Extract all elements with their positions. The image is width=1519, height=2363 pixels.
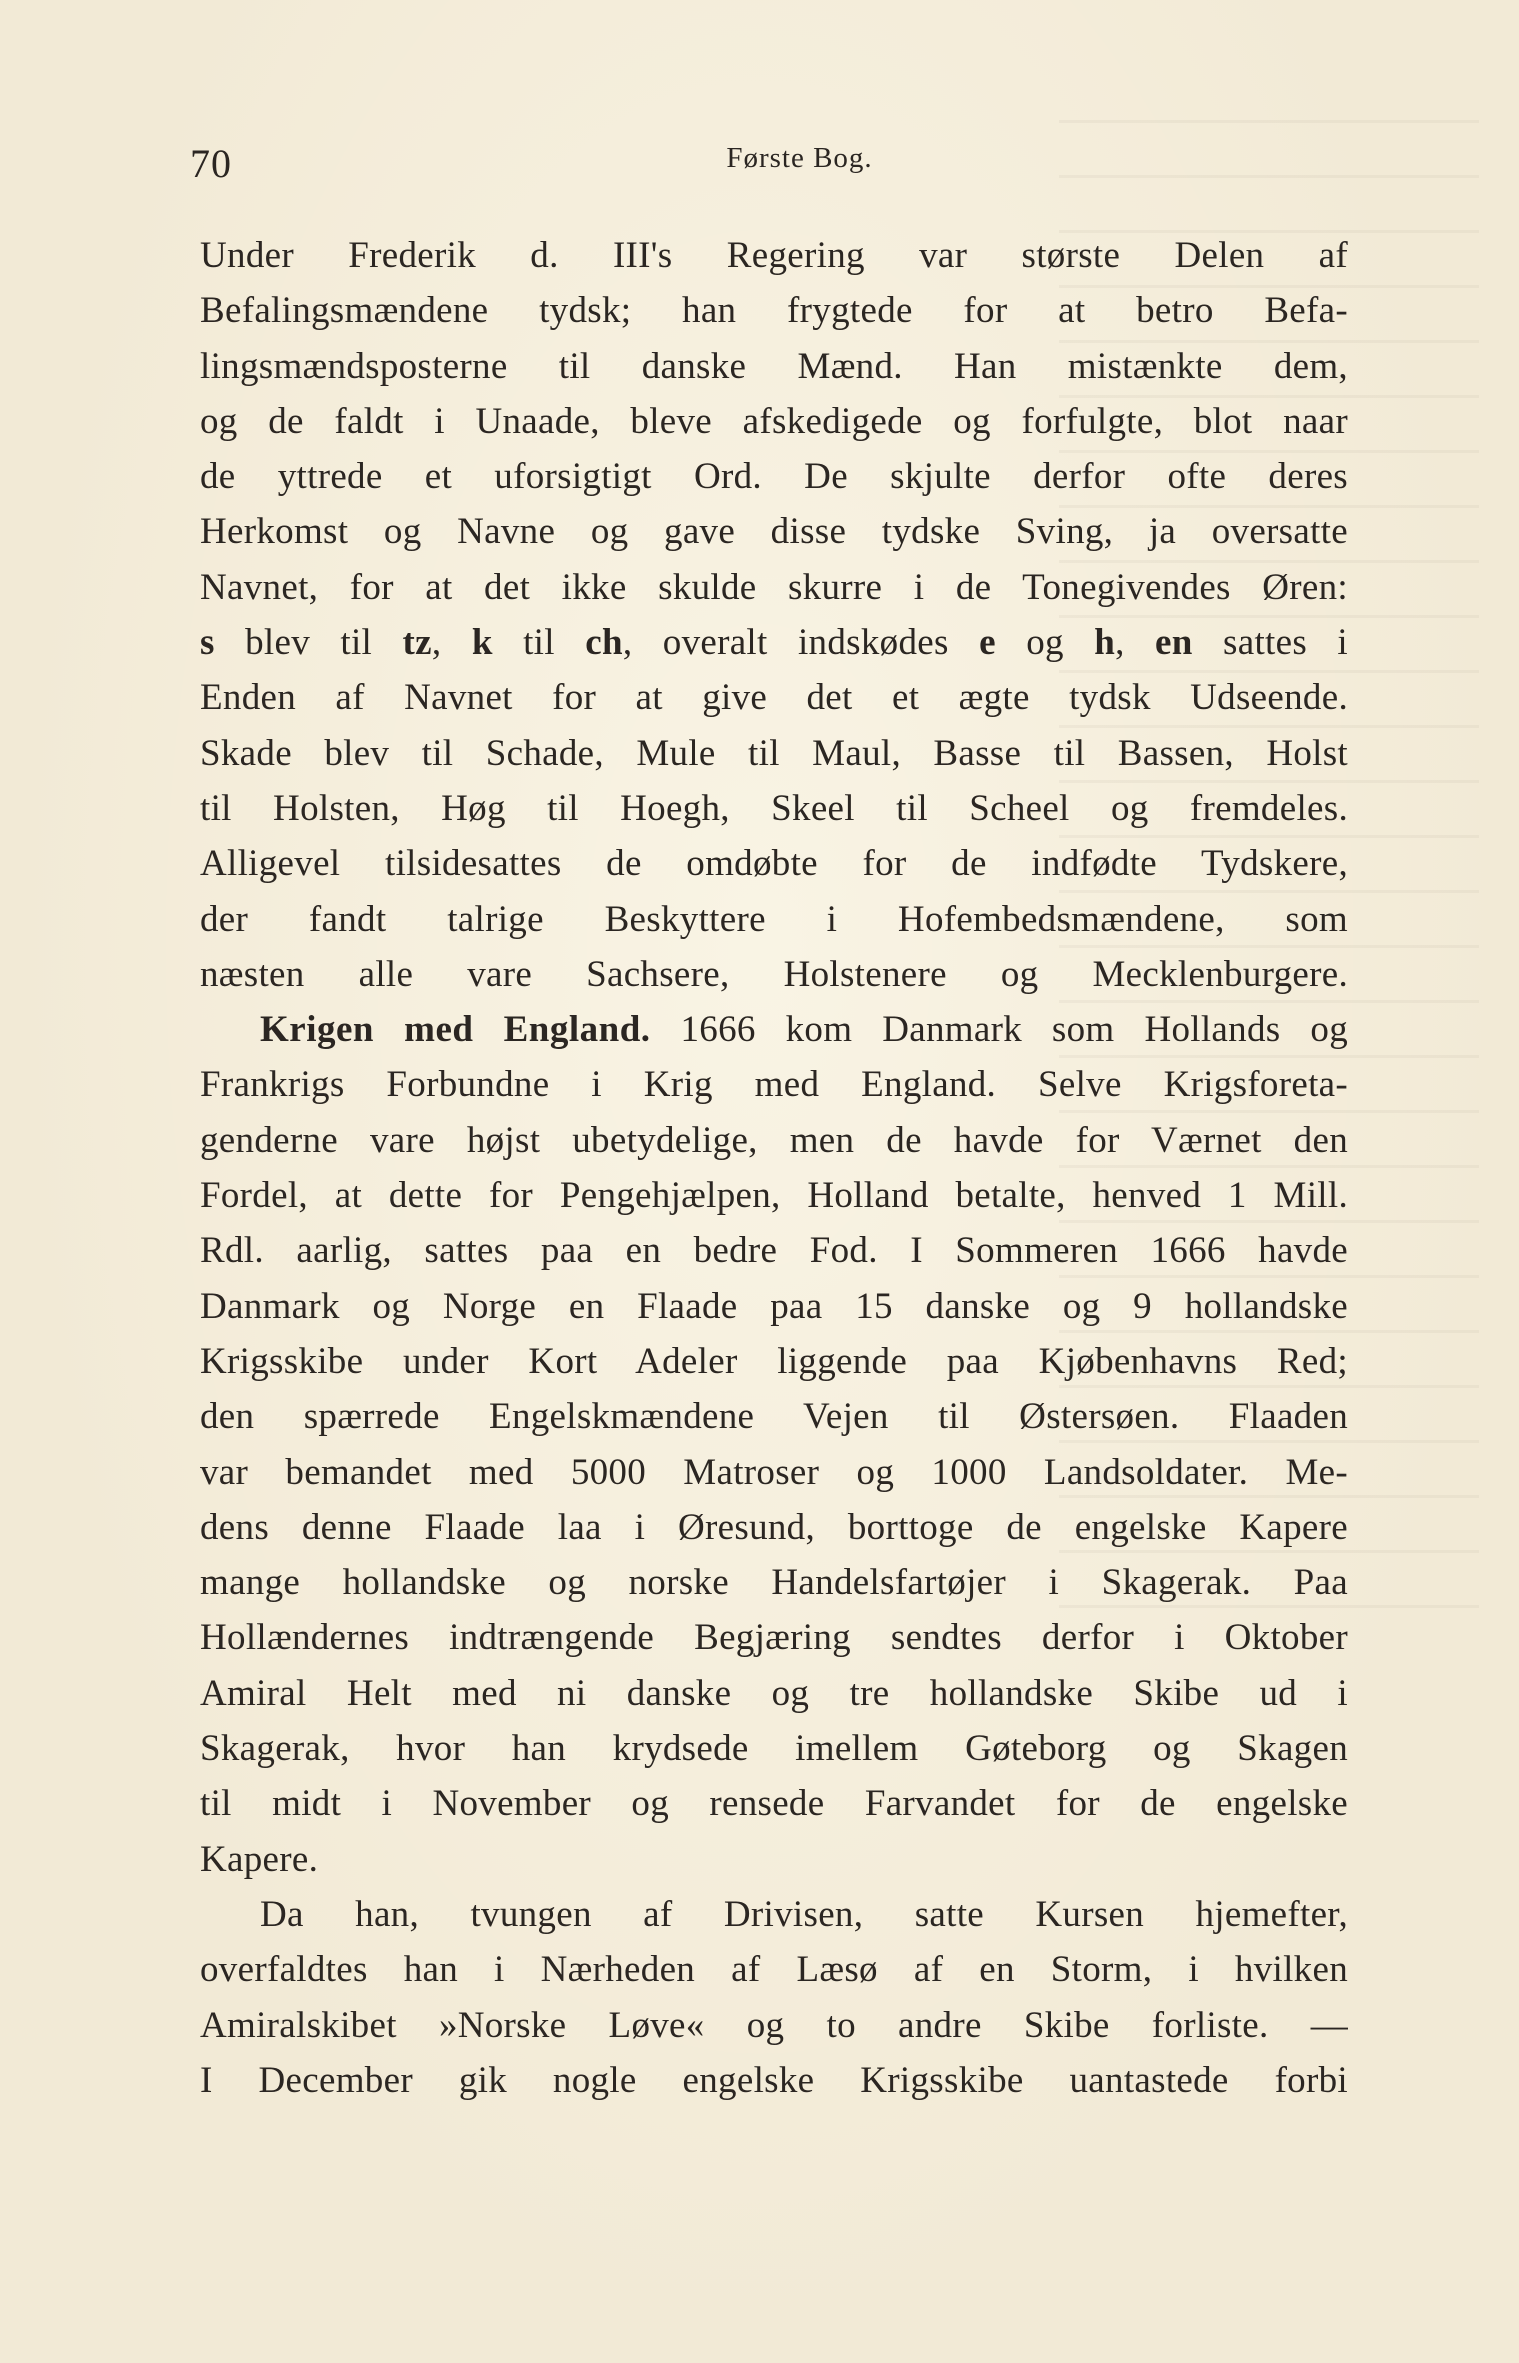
text-fragment: ,	[1115, 622, 1156, 664]
running-title: Første Bog.	[726, 142, 873, 174]
text-line: der fandt talrige Beskyttere i Hofembedsmændene, som	[200, 898, 1348, 940]
body-text	[200, 228, 1348, 2108]
text-line: Befalingsmændene tydsk; han frygtede for at betro Befa-	[200, 290, 1348, 332]
text-line: Kapere.	[200, 1838, 319, 1880]
text-line: Amiral Helt med ni danske og tre hollandske Skibe ud i	[200, 1672, 1348, 1714]
text-line: Da han, tvungen af Drivisen, satte Kursen hjemefter,	[260, 1893, 1348, 1935]
text-fragment: blev til	[214, 622, 403, 664]
text-line: Danmark og Norge en Flaade paa 15 danske og 9 hollandske	[200, 1285, 1348, 1327]
text-line: Rdl. aarlig, sattes paa en bedre Fod. I Sommeren 1666 havde	[200, 1230, 1348, 1272]
text-line: Enden af Navnet for at give det et ægte tydsk Udseende.	[200, 677, 1348, 719]
text-line: var bemandet med 5000 Matroser og 1000 Landsoldater. Me-	[200, 1451, 1348, 1493]
text-fragment: til	[492, 622, 586, 664]
text-line: Herkomst og Navne og gave disse tydske Sving, ja oversatte	[200, 511, 1348, 553]
text-line-mixed	[200, 615, 1348, 670]
text-fragment: , overalt indskødes	[622, 622, 980, 664]
text-line: Skade blev til Schade, Mule til Maul, Basse til Bassen, Holst	[200, 732, 1348, 774]
text-line: overfaldtes han i Nærheden af Læsø af en Storm, i hvilken	[200, 1949, 1348, 1991]
text-line: genderne vare højst ubetydelige, men de havde for Værnet den	[200, 1119, 1348, 1161]
text-fragment: ,	[431, 622, 472, 664]
section-heading: Krigen med England.	[260, 1009, 651, 1051]
text-line: Alligevel tilsidesattes de omdøbte for de indfødte Tydskere,	[200, 843, 1348, 885]
text-line: Navnet, for at det ikke skulde skurre i de Tonegivendes Øren:	[200, 566, 1348, 608]
page-number: 70	[190, 141, 232, 186]
text-fragment: sattes i	[1192, 622, 1349, 664]
bold-letter: s	[200, 622, 215, 664]
text-fragment: og	[995, 622, 1095, 664]
section-heading-line	[200, 1002, 1348, 1057]
text-line: dens denne Flaade laa i Øresund, borttoge de engelske Kapere	[200, 1506, 1348, 1548]
bold-letter: k	[471, 622, 493, 664]
text-line: til Holsten, Høg til Hoegh, Skeel til Scheel og fremdeles.	[200, 787, 1348, 829]
bold-letter: en	[1155, 622, 1193, 664]
text-line: mange hollandske og norske Handelsfartøjer i Skagerak. Paa	[200, 1562, 1348, 1604]
bold-letter: e	[979, 622, 996, 664]
text-line: Under Frederik d. III's Regering var største Delen af	[200, 235, 1348, 276]
text-line: Skagerak, hvor han krydsede imellem Gøteborg og Skagen	[200, 1728, 1348, 1770]
text-line: Frankrigs Forbundne i Krig med England. Selve Krigsforeta-	[200, 1064, 1348, 1106]
text-line: Amiralskibet »Norske Løve« og to andre Skibe forliste. —	[200, 2004, 1348, 2046]
text-line: og de faldt i Unaade, bleve afskedigede og forfulgte, blot naar	[200, 400, 1348, 442]
text-line: den spærrede Engelskmændene Vejen til Østersøen. Flaaden	[200, 1396, 1348, 1438]
text-line: Fordel, at dette for Pengehjælpen, Holland betalte, henved 1 Mill.	[200, 1175, 1348, 1217]
text-line: næsten alle vare Sachsere, Holstenere og Mecklenburgere.	[200, 953, 1348, 995]
text-line: de yttrede et uforsigtigt Ord. De skjulte derfor ofte deres	[200, 456, 1348, 498]
bold-letter: h	[1094, 622, 1116, 664]
text-line: Krigsskibe under Kort Adeler liggende paa Kjøbenhavns Red;	[200, 1340, 1348, 1382]
text-line: til midt i November og rensede Farvandet for de engelske	[200, 1783, 1348, 1825]
text-line: lingsmændsposterne til danske Mænd. Han mistænkte dem,	[200, 345, 1348, 387]
text-fragment: 1666 kom Danmark som Hollands og	[650, 1009, 1348, 1051]
text-line: I December gik nogle engelske Krigsskibe uantastede forbi	[200, 2059, 1348, 2101]
bold-letter: ch	[585, 622, 623, 664]
text-line: Hollændernes indtrængende Begjæring sendtes derfor i Oktober	[200, 1617, 1348, 1659]
bold-letter: tz	[402, 622, 432, 664]
